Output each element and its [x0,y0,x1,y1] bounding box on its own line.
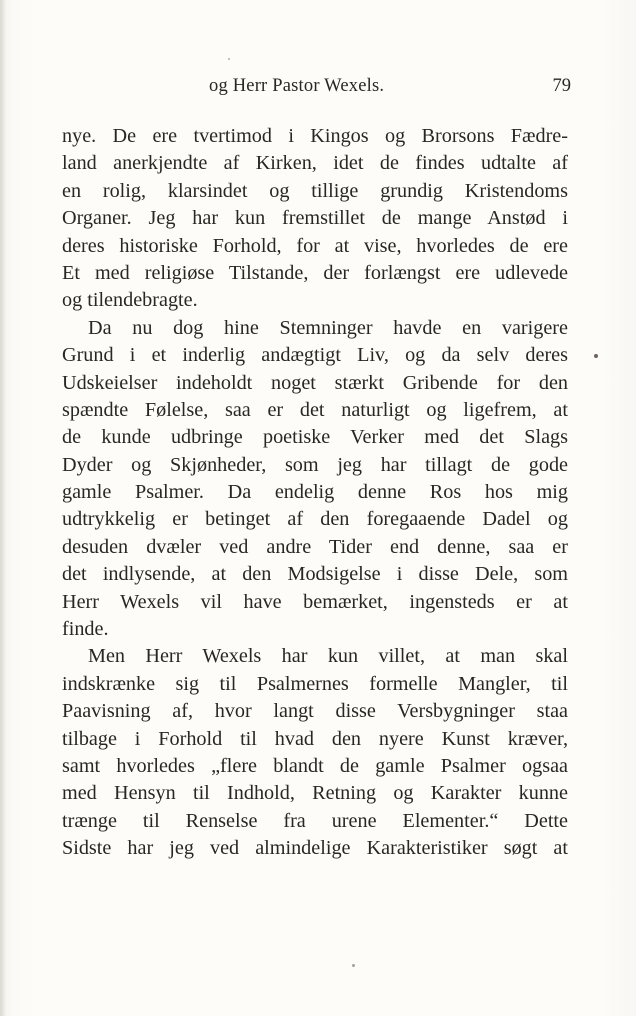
text-line: og tilendebragte. [62,289,198,312]
text-line: en rolig, klarsindet og tillige grundig Kristendoms [62,179,568,202]
text-line: Paavisning af, hvor langt disse Versbygninger staa [62,700,568,723]
text-line: tilbage i Forhold til hvad den nyere Kunst kræver, [62,727,568,750]
text-line: Dyder og Skjønheder, som jeg har tillagt de gode [62,453,568,476]
text-line: deres historiske Forhold, for at vise, hvorledes de ere [62,234,568,257]
paper-speck [228,58,230,60]
text-line: land anerkjendte af Kirken, idet de findes udtalte af [62,152,568,175]
text-line: Sidste har jeg ved almindelige Karakteristiker søgt at [62,837,568,860]
text-line: desuden dvæler ved andre Tider end denne, saa er [62,535,568,558]
text-line: Et med religiøse Tilstande, der forlængst ere udlevede [62,261,568,284]
text-line: indskrænke sig til Psalmernes formelle Mangler, til [62,672,568,695]
body-text [62,123,568,863]
page-gutter-shadow [0,0,6,1016]
text-line: samt hvorledes „flere blandt de gamle Psalmer ogsaa [62,754,568,777]
text-line: Udskeielser indeholdt noget stærkt Gribende for den [62,371,568,394]
text-line: Organer. Jeg har kun fremstillet de mange Anstød i [62,207,568,230]
page-header [62,74,572,102]
text-line: gamle Psalmer. Da endelig denne Ros hos mig [62,481,568,504]
paper-speck [594,354,598,358]
paragraph-start-line: Men Herr Wexels har kun villet, at man skal [88,645,568,668]
text-line: det indlysende, at den Modsigelse i disse Dele, som [62,563,568,586]
text-line: udtrykkelig er betinget af den foregaaende Dadel og [62,508,568,531]
text-line: Grund i et inderlig andægtigt Liv, og da selv deres [62,344,568,367]
text-line: trænge til Renselse fra urene Elementer.“ Dette [62,809,568,832]
text-line: Herr Wexels vil have bemærket, ingensteds er at [62,590,568,613]
paragraph-start-line: Da nu dog hine Stemninger havde en varigere [88,316,568,339]
text-line: de kunde udbringe poetiske Verker med det Slags [62,426,568,449]
running-title: og Herr Pastor Wexels. [209,76,385,96]
paper-speck [352,964,355,967]
text-line: nye. De ere tvertimod i Kingos og Brorsons Fædre- [62,125,568,147]
text-line: spændte Følelse, saa er det naturligt og ligefrem, at [62,398,568,421]
text-line: finde. [62,618,109,641]
text-line: med Hensyn til Indhold, Retning og Karakter kunne [62,782,568,805]
page-number: 79 [552,76,571,96]
